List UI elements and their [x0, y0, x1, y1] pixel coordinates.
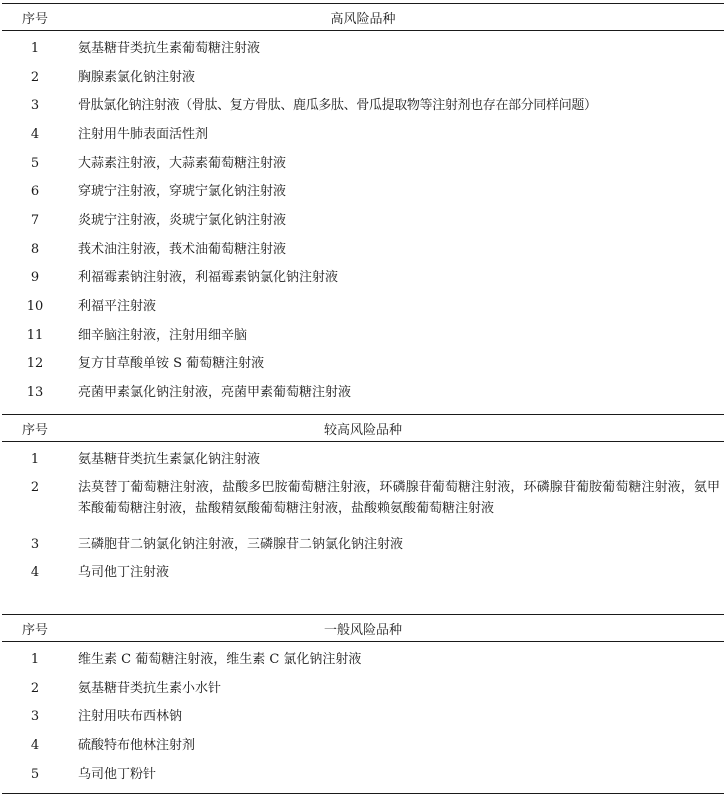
section-general-risk [2, 614, 724, 794]
row-num: 4 [30, 126, 40, 142]
row-num: 12 [26, 356, 44, 372]
section-header [2, 4, 724, 30]
row-text: 利福平注射液 [78, 299, 157, 315]
row-num: 6 [30, 184, 40, 200]
row-num: 10 [26, 299, 44, 315]
row-num: 2 [30, 479, 40, 495]
table-row [2, 264, 724, 293]
row-text: 莪术油注射液，莪术油葡萄糖注射液 [78, 241, 287, 257]
table-row [2, 530, 724, 559]
row-text: 硫酸特布他林注射剂 [78, 737, 196, 753]
section-higher-risk [2, 414, 724, 614]
table-row [2, 149, 724, 178]
table-row [2, 63, 724, 92]
table-row [2, 292, 724, 321]
row-text: 亮菌甲素氯化钠注射液，亮菌甲素葡萄糖注射液 [78, 385, 352, 401]
row-num: 1 [30, 651, 40, 667]
section-header [2, 415, 724, 441]
row-num: 13 [26, 385, 44, 401]
row-text: 细辛脑注射液，注射用细辛脑 [78, 327, 248, 343]
table-row [2, 350, 724, 379]
row-num: 11 [26, 327, 44, 343]
table-row [2, 760, 724, 789]
row-num: 1 [30, 451, 40, 467]
section-high-risk [2, 3, 724, 414]
header-title: 高风险品种 [330, 11, 396, 27]
row-num: 2 [30, 680, 40, 696]
row-num: 5 [30, 155, 40, 171]
row-text: 穿琥宁注射液，穿琥宁氯化钠注射液 [78, 184, 287, 200]
rows [2, 442, 724, 614]
row-text: 复方甘草酸单铵 S 葡萄糖注射液 [78, 356, 265, 372]
table-row [2, 645, 724, 674]
row-text: 法莫替丁葡萄糖注射液，盐酸多巴胺葡萄糖注射液，环磷腺苷葡萄糖注射液，环磷腺苷葡胺葡萄糖注射液，氨甲苯酸葡萄糖注射液，盐酸精氨酸葡萄糖注射液，盐酸赖氨酸葡萄糖注射液 [78, 479, 720, 516]
row-text: 乌司他丁粉针 [78, 766, 157, 782]
row-num: 4 [30, 565, 40, 581]
row-num: 7 [30, 212, 40, 228]
row-text: 胸腺素氯化钠注射液 [78, 69, 196, 85]
table-row [2, 91, 724, 120]
row-text: 维生素 C 葡萄糖注射液，维生素 C 氯化钠注射液 [78, 651, 362, 667]
row-num: 8 [30, 241, 40, 257]
row-text: 骨肽氯化钠注射液（骨肽、复方骨肽、鹿瓜多肽、骨瓜提取物等注射剂也存在部分同样问题） [78, 98, 597, 114]
table-row [2, 558, 724, 587]
table-row [2, 177, 724, 206]
row-text: 注射用牛肺表面活性剂 [78, 126, 209, 142]
row-text: 炎琥宁注射液，炎琥宁氯化钠注射液 [78, 212, 287, 228]
row-num: 4 [30, 737, 40, 753]
row-text: 氨基糖苷类抗生素小水针 [78, 680, 222, 696]
row-text: 氨基糖苷类抗生素氯化钠注射液 [78, 451, 261, 467]
row-num: 2 [30, 69, 40, 85]
header-num: 序号 [21, 11, 48, 27]
row-num: 5 [30, 766, 40, 782]
table-row [2, 206, 724, 235]
row-num: 9 [30, 270, 40, 286]
rows [2, 31, 724, 414]
table-row [2, 702, 724, 731]
risk-table [2, 0, 724, 794]
row-text: 注射用呋布西林钠 [78, 709, 183, 725]
table-row [2, 34, 724, 63]
table-row [2, 731, 724, 760]
table-row [2, 378, 724, 407]
row-num: 1 [30, 40, 40, 56]
header-title: 一般风险品种 [323, 622, 402, 638]
row-num: 3 [30, 98, 40, 114]
header-num: 序号 [21, 422, 48, 438]
table-row [2, 321, 724, 350]
table-row [2, 120, 724, 149]
row-text: 乌司他丁注射液 [78, 565, 170, 581]
row-num: 3 [30, 536, 40, 552]
row-text: 利福霉素钠注射液，利福霉素钠氯化钠注射液 [78, 270, 339, 286]
table-row [2, 445, 724, 474]
row-num: 3 [30, 709, 40, 725]
table-row [2, 235, 724, 264]
header-num: 序号 [21, 622, 48, 638]
section-header [2, 615, 724, 641]
row-text: 大蒜素注射液，大蒜素葡萄糖注射液 [78, 155, 287, 171]
table-row [2, 474, 724, 530]
row-text: 三磷胞苷二钠氯化钠注射液，三磷腺苷二钠氯化钠注射液 [78, 536, 404, 552]
header-title: 较高风险品种 [323, 422, 402, 438]
row-text: 氨基糖苷类抗生素葡萄糖注射液 [78, 40, 261, 56]
rows [2, 642, 724, 793]
table-row [2, 674, 724, 703]
